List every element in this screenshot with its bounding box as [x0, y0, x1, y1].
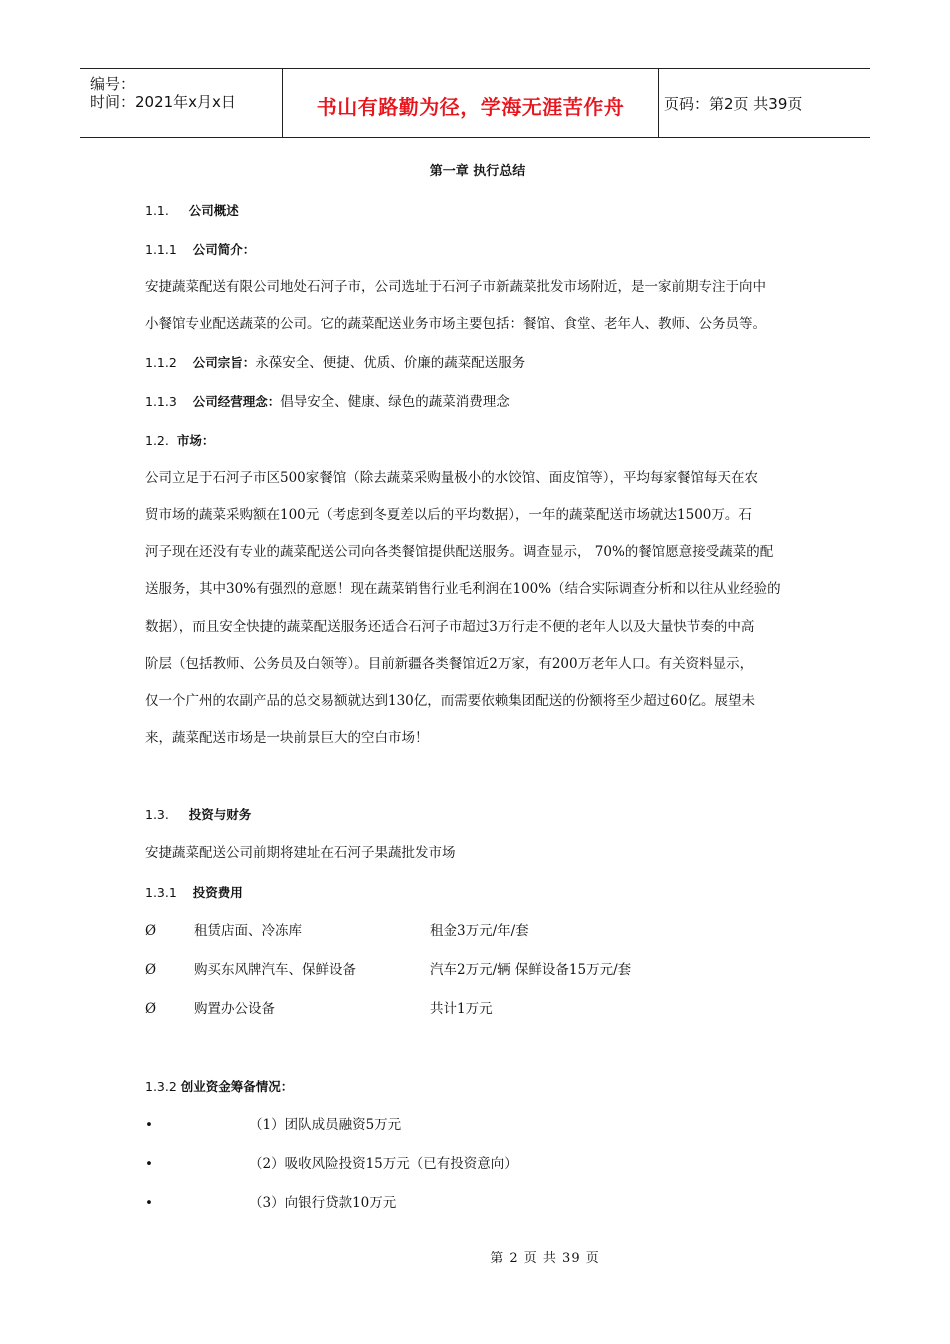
list-marker: Ø — [145, 1000, 157, 1017]
bullet-icon: • — [145, 1155, 153, 1172]
cost-item — [145, 951, 810, 990]
footer-page-number: 第 2 页 共 39 页 — [490, 1251, 600, 1266]
paragraph-line: 送服务，其中30%有强烈的意愿！现在蔬菜销售行业毛利润在100%（结合实际调查分析和以往从业经验的 — [145, 581, 781, 598]
cost-item-name: 租赁店面、冷冻库 — [194, 922, 302, 939]
bullet-icon: • — [145, 1194, 153, 1211]
section-title: 公司宗旨： — [192, 355, 256, 371]
section-1-3-2 — [145, 1067, 810, 1106]
list-marker: Ø — [145, 961, 157, 978]
section-number: 1.1.2 — [145, 355, 177, 371]
page-footer — [0, 1247, 950, 1266]
header-page-number: 页码：第2页 共39页 — [664, 95, 803, 113]
funding-text: （2）吸收风险投资15万元（已有投资意向） — [249, 1155, 518, 1172]
cost-item-name: 购买东风牌汽车、保鲜设备 — [194, 961, 356, 978]
header-page-cell — [660, 69, 870, 137]
section-1-3-1 — [145, 873, 810, 912]
cost-item — [145, 912, 810, 951]
paragraph-line: 数据），而且安全快捷的蔬菜配送服务还适合石河子市超过3万行走不便的老年人以及大量快节奏的中高 — [145, 618, 755, 635]
paragraph-line: 阶层（包括教师、公务员及白领等）。目前新疆各类餐馆近2万家，有200万老年人口。有关资料显示， — [145, 655, 754, 672]
section-title: 公司简介： — [192, 242, 256, 257]
funding-text: （1）团队成员融资5万元 — [249, 1116, 402, 1133]
paragraph-market — [145, 460, 810, 757]
paragraph-line: 河子现在还没有专业的蔬菜配送公司向各类餐馆提供配送服务。调查显示， 70%的餐馆愿意接受蔬菜的配 — [145, 544, 774, 561]
section-title: 创业资金筹备情况： — [180, 1078, 294, 1094]
spacer — [145, 757, 810, 795]
section-number: 1.3. — [145, 806, 169, 822]
section-1-1-3 — [145, 382, 810, 421]
header-info — [80, 69, 280, 137]
header-number: 编号： — [90, 75, 136, 93]
document-body — [145, 152, 810, 1223]
section-number: 1.2. — [145, 433, 169, 449]
header-motto-cell — [282, 69, 659, 137]
cost-item-price: 共计1万元 — [430, 1000, 493, 1017]
paragraph-line: 来，蔬菜配送市场是一块前景巨大的空白市场！ — [145, 729, 429, 746]
cost-item-price: 租金3万元/年/套 — [430, 922, 529, 939]
section-1-1-1 — [145, 230, 810, 269]
paragraph-line: 小餐馆专业配送蔬菜的公司。它的蔬菜配送业务市场主要包括：餐馆、食堂、老年人、教师、公务员等。 — [145, 316, 766, 333]
section-text: 倡导安全、健康、绿色的蔬菜消费理念 — [280, 394, 510, 411]
funding-item — [145, 1184, 810, 1223]
spacer — [145, 1029, 810, 1067]
cost-item-name: 购置办公设备 — [194, 1000, 275, 1017]
cost-item — [145, 990, 810, 1029]
paragraph-line: 仅一个广州的农副产品的总交易额就达到130亿，而需要依赖集团配送的份额将至少超过60亿。展望未 — [145, 692, 755, 709]
section-number: 1.3.2 — [145, 1078, 177, 1094]
section-number: 1.1. — [145, 203, 169, 218]
section-number: 1.3.1 — [145, 884, 177, 900]
page-header — [80, 68, 870, 138]
section-title: 市场： — [176, 433, 215, 449]
bullet-icon: • — [145, 1116, 153, 1133]
funding-item — [145, 1145, 810, 1184]
section-number: 1.1.3 — [145, 394, 177, 410]
section-1-1 — [145, 191, 810, 230]
header-time: 时间：2021年x月x日 — [90, 93, 236, 111]
funding-item — [145, 1106, 810, 1145]
paragraph-intro — [145, 269, 810, 343]
list-marker: Ø — [145, 922, 157, 939]
section-1-1-2 — [145, 343, 810, 382]
section-1-3 — [145, 795, 810, 834]
header-motto: 书山有路勤为径，学海无涯苦作舟 — [316, 95, 625, 119]
funding-text: （3）向银行贷款10万元 — [249, 1194, 397, 1211]
section-title: 公司经营理念： — [192, 394, 281, 410]
section-text: 永葆安全、便捷、优质、价廉的蔬菜配送服务 — [255, 355, 526, 372]
paragraph-invest: 安捷蔬菜配送公司前期将建址在石河子果蔬批发市场 — [145, 844, 456, 861]
section-title: 投资与财务 — [188, 806, 252, 822]
section-title: 投资费用 — [192, 884, 243, 900]
chapter-title: 第一章 执行总结 — [429, 164, 526, 179]
section-title: 公司概述 — [188, 203, 239, 218]
paragraph-line: 安捷蔬菜配送有限公司地处石河子市，公司选址于石河子市新蔬菜批发市场附近，是一家前期专注于向中 — [145, 279, 766, 295]
section-1-2 — [145, 421, 810, 460]
section-number: 1.1.1 — [145, 242, 177, 257]
cost-item-price: 汽车2万元/辆 保鲜设备15万元/套 — [430, 961, 632, 978]
paragraph-line: 贸市场的蔬菜采购额在100元（考虑到冬夏差以后的平均数据），一年的蔬菜配送市场就达1500万。石 — [145, 507, 752, 524]
paragraph-line: 公司立足于石河子市区500家餐馆（除去蔬菜采购量极小的水饺馆、面皮馆等），平均每家餐馆每天在农 — [145, 470, 759, 487]
